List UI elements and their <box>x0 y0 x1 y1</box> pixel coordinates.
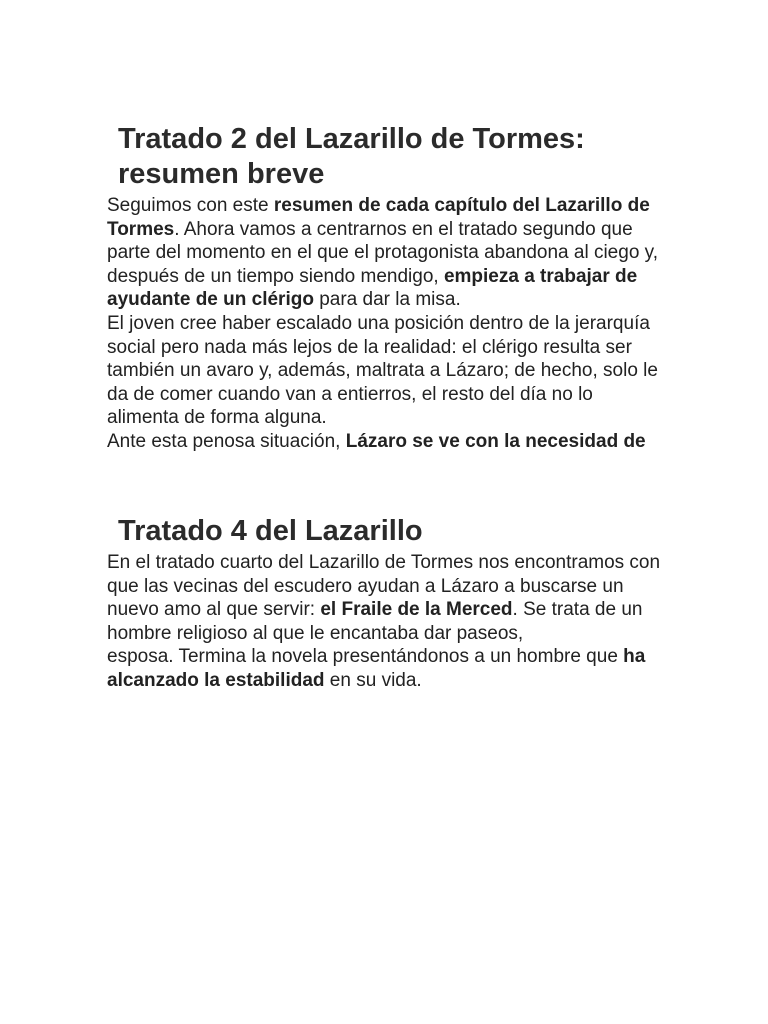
paragraph <box>107 312 667 430</box>
paragraph <box>107 430 667 454</box>
text-run: El joven cree haber escalado una posición dentro de la jerarquía social pero nada más lejos de la realidad: el clérigo resulta ser también un avaro y, además, maltrata a Lázaro; de hecho, solo le da de comer cuando van a entierros, el resto del día no lo alimenta de forma alguna. <box>107 312 658 429</box>
section-heading: Tratado 4 del Lazarillo <box>118 515 423 547</box>
text-run: esposa. Termina la novela presentándonos a un hombre que <box>107 646 624 668</box>
paragraph <box>107 194 667 312</box>
section-heading: Tratado 2 del Lazarillo de Tormes: resumen breve <box>118 123 585 190</box>
text-run: Seguimos con este <box>107 195 274 216</box>
bold-text-run: resumen de cada capítulo del Lazarillo de Tormes <box>107 195 650 240</box>
section-tratado-2 <box>107 122 667 454</box>
bold-text-run: ha alcanzado la estabilidad <box>107 646 646 691</box>
text-run: para dar la misa. <box>313 289 461 311</box>
text-run: . Ahora vamos a centrarnos en el tratado segundo que parte del momento en el que el protagonista abandona al ciego y, después de un tiempo siendo mendigo, <box>107 218 659 287</box>
text-run: Ante esta penosa situación, <box>107 430 346 452</box>
text-run: En el tratado cuarto del Lazarillo de Tormes nos encontramos con que las vecinas del escudero ayudan a Lázaro a buscarse un nuevo amo al que servir: <box>107 552 661 621</box>
bold-text-run: empieza a trabajar de ayudante de un clérigo <box>107 265 638 311</box>
section-tratado-4 <box>107 514 667 693</box>
paragraph <box>107 645 667 692</box>
bold-text-run: el Fraile de la Merced <box>320 599 513 621</box>
bold-text-run: Lázaro se ve con la necesidad de <box>345 430 646 452</box>
paragraph <box>107 551 667 645</box>
text-run: . Se trata de un hombre religioso al que le encantaba dar paseos, <box>107 599 643 644</box>
text-run: en su vida. <box>324 669 422 691</box>
